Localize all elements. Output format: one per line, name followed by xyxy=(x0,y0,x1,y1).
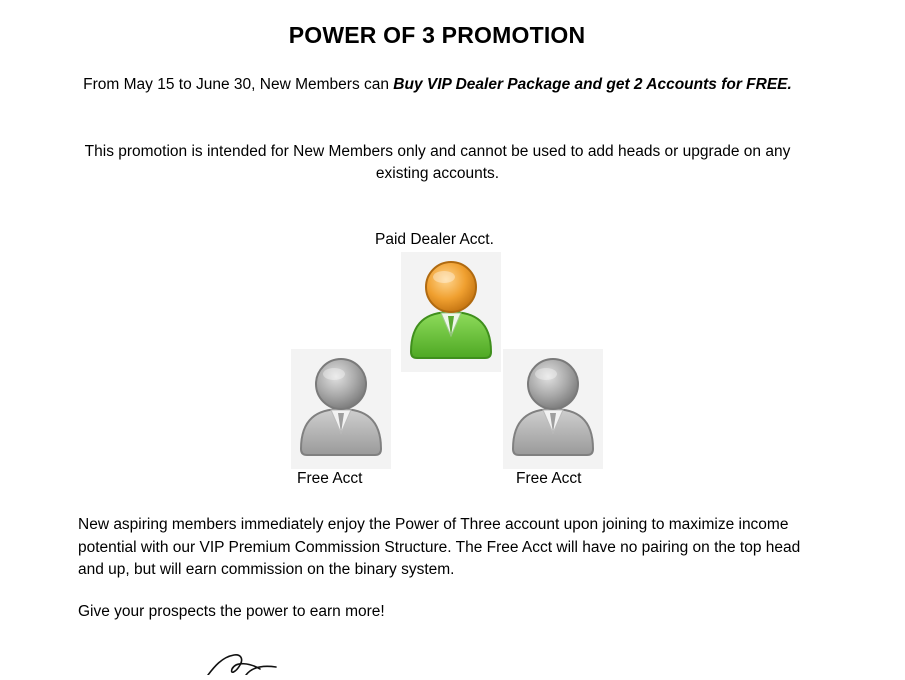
promotion-restriction-note: This promotion is intended for New Members only and cannot be used to add heads or upgrade on any existing accounts. xyxy=(84,143,791,182)
closing-line: Give your prospects the power to earn more! xyxy=(78,603,385,620)
page-title: POWER OF 3 PROMOTION xyxy=(288,22,586,48)
paid-dealer-user-icon xyxy=(401,252,501,372)
intro-emphasis: Buy VIP Dealer Package and get 2 Accounts for FREE. xyxy=(393,76,792,93)
promotion-intro xyxy=(80,74,795,96)
free-account-left-user-icon xyxy=(291,349,391,469)
free-account-right-user-icon xyxy=(503,349,603,469)
free-account-right-label: Free Acct xyxy=(516,470,582,487)
promotion-description: New aspiring members immediately enjoy the Power of Three account upon joining to maximize income potential with our VIP Premium Commission Structure. The Free Acct will have no pairing on the top head and up, but will earn commission on the binary system. xyxy=(78,516,801,578)
free-account-left-label: Free Acct xyxy=(297,470,363,487)
intro-text: From May 15 to June 30, New Members can xyxy=(83,76,394,93)
paid-dealer-label: Paid Dealer Acct. xyxy=(375,231,494,248)
